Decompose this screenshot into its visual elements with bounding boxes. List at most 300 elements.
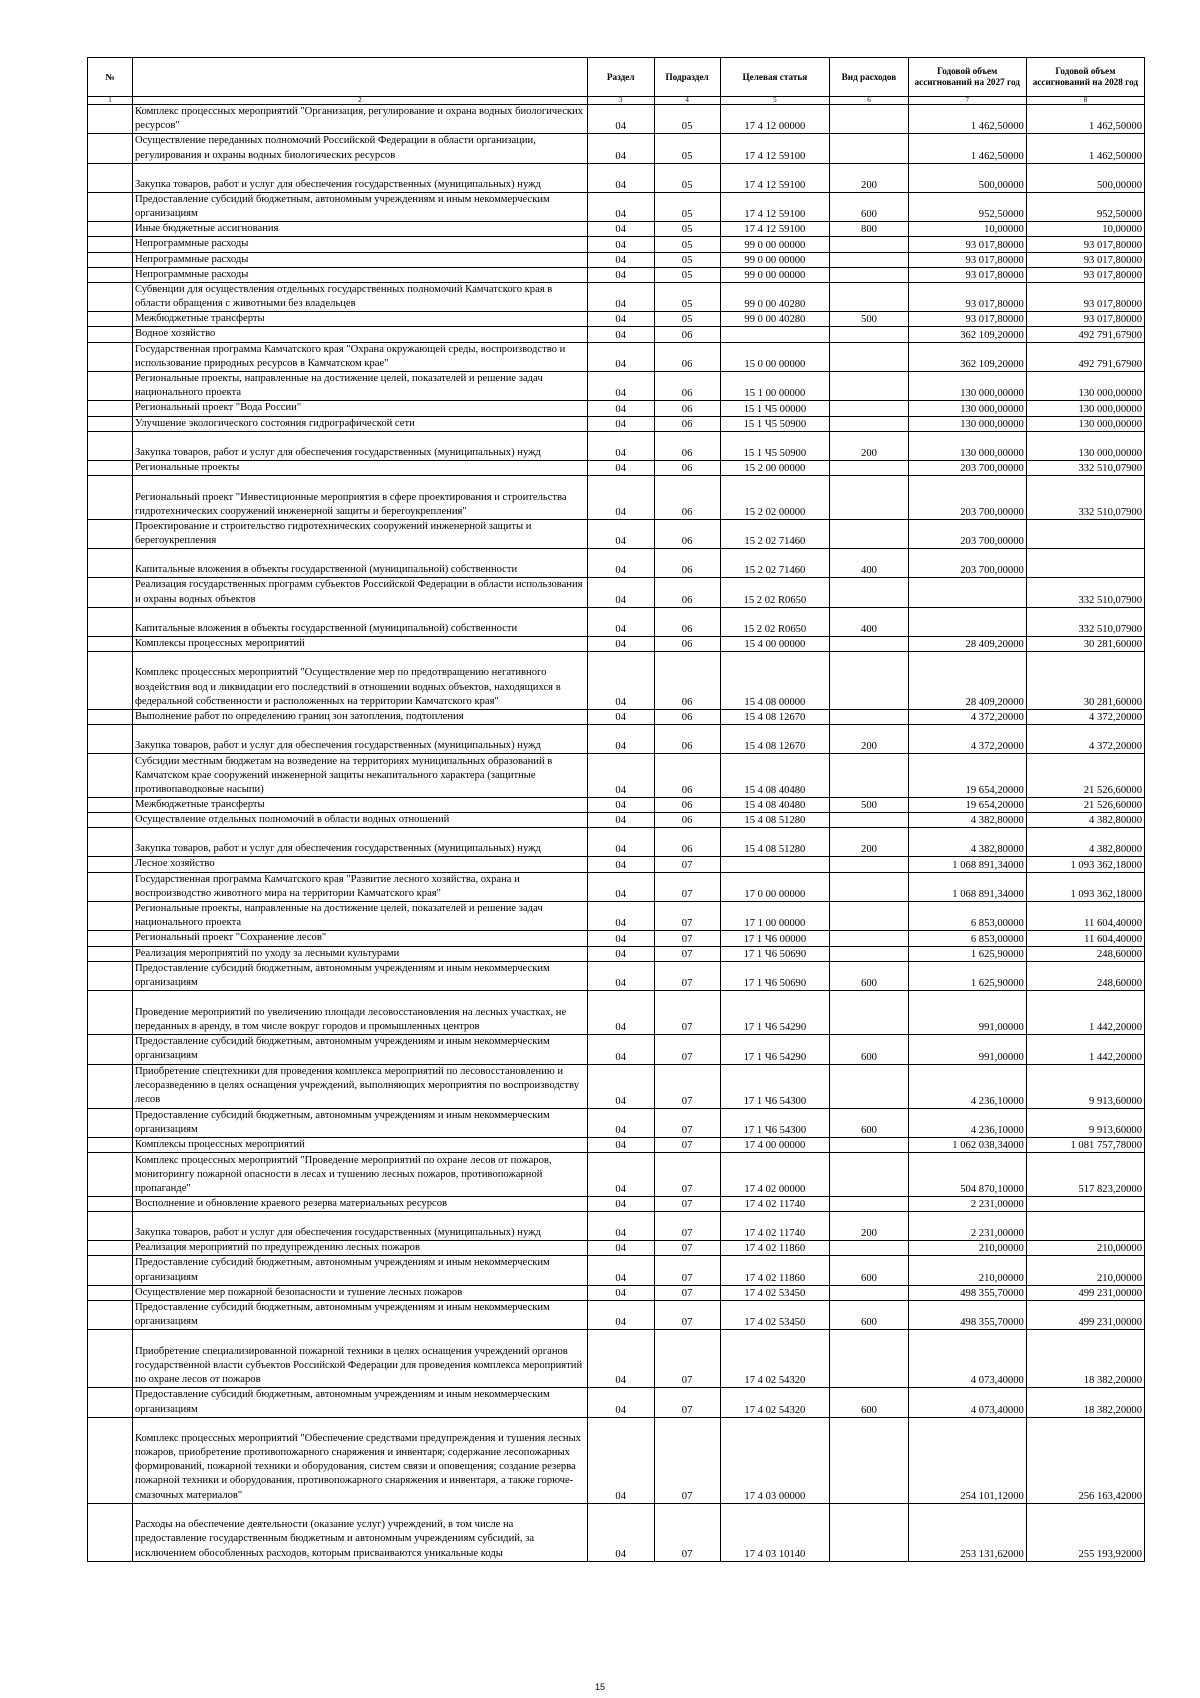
cell-name: Предоставление субсидий бюджетным, автономным учреждениям и иным некоммерческим организациям (132, 1108, 587, 1137)
cell-amount-2027: 4 372,20000 (908, 725, 1026, 754)
cell-subsection: 05 (654, 105, 720, 134)
cell-section: 04 (587, 813, 654, 828)
cell-expense-type (830, 1064, 908, 1108)
cell-section: 04 (587, 222, 654, 237)
cell-name: Комплекс процессных мероприятий "Организация, регулирование и охрана водных биологических ресурсов" (132, 105, 587, 134)
column-number: 7 (908, 97, 1026, 105)
cell-name: Межбюджетные трансферты (132, 312, 587, 327)
cell-number (88, 1035, 133, 1064)
cell-amount-2028: 21 526,60000 (1026, 798, 1144, 813)
cell-name: Комплекс процессных мероприятий "Обеспечение средствами предупреждения и тушения лесных пожаров, приобретение противопожарного снаряжения и инвентаря; содержание лесопожарных формирований, пожарной техники и оборудования, систем связи и оповещения; создание резерва пожарной техники и оборудования, противопожарного снаряжения и инвентаря, а также горюче-смазочных материалов" (132, 1417, 587, 1503)
cell-subsection: 05 (654, 237, 720, 252)
cell-number (88, 1330, 133, 1388)
cell-amount-2027: 362 109,20000 (908, 342, 1026, 371)
cell-section: 04 (587, 134, 654, 163)
cell-expense-type (830, 1417, 908, 1503)
cell-amount-2027 (908, 607, 1026, 636)
cell-section: 04 (587, 372, 654, 401)
cell-subsection: 06 (654, 431, 720, 460)
cell-number (88, 991, 133, 1035)
cell-amount-2028: 499 231,00000 (1026, 1285, 1144, 1300)
cell-expense-type (830, 401, 908, 416)
cell-name: Лесное хозяйство (132, 857, 587, 872)
cell-amount-2027: 4 382,80000 (908, 828, 1026, 857)
cell-target-article: 99 0 00 40280 (720, 282, 830, 311)
cell-amount-2027: 4 073,40000 (908, 1330, 1026, 1388)
cell-name: Региональный проект "Инвестиционные мероприятия в сфере проектирования и строительства гидротехнических сооружений инженерной защиты и берегоукрепления" (132, 475, 587, 519)
cell-amount-2028: 93 017,80000 (1026, 282, 1144, 311)
cell-amount-2027: 1 625,90000 (908, 946, 1026, 961)
cell-section: 04 (587, 725, 654, 754)
cell-section: 04 (587, 872, 654, 901)
cell-amount-2028: 492 791,67900 (1026, 342, 1144, 371)
table-row (88, 1137, 1145, 1152)
cell-target-article: 17 4 02 53450 (720, 1285, 830, 1300)
cell-amount-2027: 93 017,80000 (908, 237, 1026, 252)
cell-amount-2027: 203 700,00000 (908, 460, 1026, 475)
cell-subsection: 07 (654, 946, 720, 961)
cell-section: 04 (587, 651, 654, 709)
cell-target-article: 15 4 08 51280 (720, 813, 830, 828)
cell-amount-2027: 10,00000 (908, 222, 1026, 237)
table-row (88, 1301, 1145, 1330)
cell-amount-2027 (908, 578, 1026, 607)
cell-name: Предоставление субсидий бюджетным, автономным учреждениям и иным некоммерческим организациям (132, 192, 587, 221)
cell-name: Реализация мероприятий по предупреждению лесных пожаров (132, 1241, 587, 1256)
header-year-2028: Годовой объем ассигнований на 2028 год (1026, 58, 1144, 97)
cell-name: Иные бюджетные ассигнования (132, 222, 587, 237)
cell-target-article: 99 0 00 00000 (720, 267, 830, 282)
column-number: 2 (132, 97, 587, 105)
cell-subsection: 06 (654, 709, 720, 724)
cell-amount-2028: 11 604,40000 (1026, 931, 1144, 946)
cell-target-article: 15 1 Ч5 50900 (720, 431, 830, 460)
cell-amount-2028: 1 462,50000 (1026, 134, 1144, 163)
cell-section: 04 (587, 1064, 654, 1108)
cell-section: 04 (587, 192, 654, 221)
cell-amount-2028: 210,00000 (1026, 1256, 1144, 1285)
cell-amount-2028: 93 017,80000 (1026, 267, 1144, 282)
cell-amount-2028 (1026, 1197, 1144, 1212)
cell-target-article: 17 4 02 00000 (720, 1153, 830, 1197)
budget-table (87, 57, 1145, 1562)
cell-section: 04 (587, 342, 654, 371)
cell-target-article: 15 4 08 00000 (720, 651, 830, 709)
cell-number (88, 105, 133, 134)
cell-amount-2027: 93 017,80000 (908, 312, 1026, 327)
table-row (88, 475, 1145, 519)
header-subsection: Подраздел (654, 58, 720, 97)
cell-amount-2027: 19 654,20000 (908, 754, 1026, 798)
cell-expense-type (830, 857, 908, 872)
table-row (88, 828, 1145, 857)
cell-name: Приобретение спецтехники для проведения комплекса мероприятий по лесовосстановлению и лесоразведению в целях оснащения учреждений, выполняющих мероприятия по воспроизводству лесов (132, 1064, 587, 1108)
cell-number (88, 902, 133, 931)
cell-subsection: 06 (654, 372, 720, 401)
cell-name: Предоставление субсидий бюджетным, автономным учреждениям и иным некоммерческим организациям (132, 1256, 587, 1285)
cell-target-article: 15 2 02 R0650 (720, 607, 830, 636)
cell-subsection: 07 (654, 931, 720, 946)
cell-section: 04 (587, 401, 654, 416)
table-row (88, 519, 1145, 548)
cell-number (88, 282, 133, 311)
cell-amount-2028: 18 382,20000 (1026, 1330, 1144, 1388)
cell-section: 04 (587, 1301, 654, 1330)
cell-number (88, 1153, 133, 1197)
cell-subsection: 07 (654, 1285, 720, 1300)
table-row (88, 342, 1145, 371)
cell-amount-2028: 1 093 362,18000 (1026, 857, 1144, 872)
table-row (88, 1285, 1145, 1300)
cell-subsection: 06 (654, 578, 720, 607)
cell-target-article: 15 2 00 00000 (720, 460, 830, 475)
cell-expense-type: 400 (830, 549, 908, 578)
cell-target-article: 17 4 02 54320 (720, 1388, 830, 1417)
cell-expense-type (830, 1153, 908, 1197)
cell-expense-type (830, 475, 908, 519)
cell-section: 04 (587, 1330, 654, 1388)
cell-section: 04 (587, 282, 654, 311)
cell-amount-2028: 1 081 757,78000 (1026, 1137, 1144, 1152)
cell-name: Региональные проекты, направленные на достижение целей, показателей и решение задач национального проекта (132, 902, 587, 931)
cell-target-article: 15 4 08 12670 (720, 709, 830, 724)
cell-amount-2027: 1 068 891,34000 (908, 857, 1026, 872)
table-row (88, 813, 1145, 828)
cell-expense-type: 200 (830, 725, 908, 754)
cell-name: Закупка товаров, работ и услуг для обеспечения государственных (муниципальных) нужд (132, 828, 587, 857)
cell-expense-type (830, 902, 908, 931)
cell-amount-2028: 130 000,00000 (1026, 416, 1144, 431)
cell-name: Водное хозяйство (132, 327, 587, 342)
cell-amount-2028: 9 913,60000 (1026, 1108, 1144, 1137)
cell-target-article: 17 4 02 53450 (720, 1301, 830, 1330)
cell-expense-type (830, 1285, 908, 1300)
cell-subsection: 05 (654, 312, 720, 327)
column-number: 6 (830, 97, 908, 105)
cell-amount-2027: 93 017,80000 (908, 282, 1026, 311)
cell-amount-2028: 18 382,20000 (1026, 1388, 1144, 1417)
cell-target-article: 17 4 02 11740 (720, 1212, 830, 1241)
table-row (88, 857, 1145, 872)
cell-expense-type: 200 (830, 1212, 908, 1241)
cell-number (88, 857, 133, 872)
cell-section: 04 (587, 1285, 654, 1300)
cell-number (88, 828, 133, 857)
cell-target-article: 15 2 02 71460 (720, 549, 830, 578)
cell-expense-type: 600 (830, 1301, 908, 1330)
cell-amount-2027: 4 236,10000 (908, 1108, 1026, 1137)
cell-number (88, 813, 133, 828)
cell-amount-2028 (1026, 549, 1144, 578)
cell-amount-2027: 4 236,10000 (908, 1064, 1026, 1108)
cell-target-article: 99 0 00 00000 (720, 237, 830, 252)
cell-amount-2028: 500,00000 (1026, 163, 1144, 192)
cell-subsection: 07 (654, 1197, 720, 1212)
cell-name: Осуществление мер пожарной безопасности и тушение лесных пожаров (132, 1285, 587, 1300)
cell-name: Предоставление субсидий бюджетным, автономным учреждениям и иным некоммерческим организациям (132, 1035, 587, 1064)
table-header-row (88, 58, 1145, 97)
cell-name: Проведение мероприятий по увеличению площади лесовосстановления на лесных участках, не переданных в аренду, в том числе вокруг городов и промышленных центров (132, 991, 587, 1035)
cell-number (88, 475, 133, 519)
cell-number (88, 237, 133, 252)
cell-name: Закупка товаров, работ и услуг для обеспечения государственных (муниципальных) нужд (132, 725, 587, 754)
cell-subsection: 06 (654, 475, 720, 519)
cell-name: Комплексы процессных мероприятий (132, 636, 587, 651)
cell-amount-2028: 4 372,20000 (1026, 709, 1144, 724)
cell-target-article: 15 1 00 00000 (720, 372, 830, 401)
cell-expense-type (830, 578, 908, 607)
cell-number (88, 754, 133, 798)
cell-amount-2027: 130 000,00000 (908, 416, 1026, 431)
cell-amount-2027: 498 355,70000 (908, 1285, 1026, 1300)
cell-expense-type (830, 651, 908, 709)
table-row (88, 578, 1145, 607)
cell-number (88, 1108, 133, 1137)
cell-number (88, 651, 133, 709)
cell-expense-type (830, 1197, 908, 1212)
cell-amount-2028: 1 462,50000 (1026, 105, 1144, 134)
cell-subsection: 06 (654, 754, 720, 798)
cell-section: 04 (587, 798, 654, 813)
cell-amount-2028: 93 017,80000 (1026, 252, 1144, 267)
column-number: 1 (88, 97, 133, 105)
cell-number (88, 134, 133, 163)
table-row (88, 946, 1145, 961)
cell-expense-type: 800 (830, 222, 908, 237)
cell-section: 04 (587, 475, 654, 519)
cell-amount-2027: 6 853,00000 (908, 902, 1026, 931)
table-row (88, 798, 1145, 813)
cell-number (88, 961, 133, 990)
cell-amount-2027: 1 462,50000 (908, 105, 1026, 134)
cell-section: 04 (587, 252, 654, 267)
cell-amount-2028: 499 231,00000 (1026, 1301, 1144, 1330)
cell-amount-2027: 253 131,62000 (908, 1503, 1026, 1561)
cell-amount-2027: 130 000,00000 (908, 431, 1026, 460)
cell-section: 04 (587, 431, 654, 460)
table-row (88, 1330, 1145, 1388)
cell-subsection: 07 (654, 1417, 720, 1503)
cell-number (88, 578, 133, 607)
cell-expense-type (830, 636, 908, 651)
cell-name: Приобретение специализированной пожарной техники в целях оснащения учреждений органов государственной власти субъектов Российской Федерации для проведения комплекса мероприятий по охране лесов от пожаров (132, 1330, 587, 1388)
cell-section: 04 (587, 946, 654, 961)
table-row (88, 1241, 1145, 1256)
cell-number (88, 1417, 133, 1503)
cell-subsection: 07 (654, 1108, 720, 1137)
cell-name: Реализация мероприятий по уходу за лесными культурами (132, 946, 587, 961)
cell-amount-2027: 6 853,00000 (908, 931, 1026, 946)
cell-number (88, 252, 133, 267)
cell-subsection: 07 (654, 1330, 720, 1388)
cell-expense-type (830, 372, 908, 401)
cell-name: Комплекс процессных мероприятий "Осуществление мер по предотвращению негативного воздействия вод и ликвидации его последствий в отношении водных объектов, находящихся в федеральной собственности и расположенных на территории Камчатского края" (132, 651, 587, 709)
cell-number (88, 709, 133, 724)
cell-amount-2028: 93 017,80000 (1026, 312, 1144, 327)
cell-name: Улучшение экологического состояния гидрографической сети (132, 416, 587, 431)
header-section: Раздел (587, 58, 654, 97)
cell-expense-type (830, 1241, 908, 1256)
cell-amount-2027: 28 409,20000 (908, 651, 1026, 709)
cell-number (88, 607, 133, 636)
cell-section: 04 (587, 578, 654, 607)
cell-expense-type: 600 (830, 1108, 908, 1137)
cell-number (88, 1256, 133, 1285)
cell-section: 04 (587, 991, 654, 1035)
cell-expense-type (830, 1137, 908, 1152)
cell-expense-type (830, 460, 908, 475)
cell-target-article: 17 4 12 00000 (720, 105, 830, 134)
header-expense-type: Вид расходов (830, 58, 908, 97)
cell-subsection: 07 (654, 1137, 720, 1152)
cell-name: Комплексы процессных мероприятий (132, 1137, 587, 1152)
table-row (88, 237, 1145, 252)
column-number: 4 (654, 97, 720, 105)
table-row (88, 163, 1145, 192)
table-row (88, 372, 1145, 401)
cell-amount-2028: 4 372,20000 (1026, 725, 1144, 754)
table-row (88, 549, 1145, 578)
cell-subsection: 05 (654, 192, 720, 221)
table-row (88, 460, 1145, 475)
cell-section: 04 (587, 327, 654, 342)
cell-section: 04 (587, 902, 654, 931)
table-row (88, 754, 1145, 798)
cell-amount-2027: 500,00000 (908, 163, 1026, 192)
table-row (88, 222, 1145, 237)
cell-number (88, 1212, 133, 1241)
cell-number (88, 872, 133, 901)
cell-expense-type (830, 813, 908, 828)
cell-name: Реализация государственных программ субъектов Российской Федерации в области использования и охраны водных объектов (132, 578, 587, 607)
cell-amount-2027: 130 000,00000 (908, 401, 1026, 416)
cell-target-article: 15 4 00 00000 (720, 636, 830, 651)
table-row (88, 1212, 1145, 1241)
page-number: 15 (594, 1682, 605, 1692)
cell-number (88, 725, 133, 754)
table-row (88, 872, 1145, 901)
cell-expense-type: 600 (830, 961, 908, 990)
cell-section: 04 (587, 857, 654, 872)
cell-subsection: 05 (654, 163, 720, 192)
cell-subsection: 06 (654, 636, 720, 651)
cell-section: 04 (587, 1153, 654, 1197)
cell-expense-type (830, 342, 908, 371)
cell-amount-2028: 256 163,42000 (1026, 1417, 1144, 1503)
cell-name: Межбюджетные трансферты (132, 798, 587, 813)
cell-amount-2028: 248,60000 (1026, 946, 1144, 961)
table-row (88, 416, 1145, 431)
cell-amount-2027: 1 068 891,34000 (908, 872, 1026, 901)
cell-amount-2028: 4 382,80000 (1026, 813, 1144, 828)
column-number: 8 (1026, 97, 1144, 105)
cell-section: 04 (587, 1108, 654, 1137)
cell-subsection: 06 (654, 725, 720, 754)
cell-amount-2027: 4 382,80000 (908, 813, 1026, 828)
cell-target-article: 15 0 00 00000 (720, 342, 830, 371)
cell-amount-2027: 254 101,12000 (908, 1417, 1026, 1503)
cell-amount-2027: 203 700,00000 (908, 475, 1026, 519)
cell-amount-2027: 2 231,00000 (908, 1197, 1026, 1212)
table-row (88, 1503, 1145, 1561)
cell-target-article: 17 4 12 59100 (720, 222, 830, 237)
cell-amount-2027: 1 625,90000 (908, 961, 1026, 990)
cell-expense-type (830, 416, 908, 431)
cell-subsection: 05 (654, 134, 720, 163)
cell-expense-type: 600 (830, 1035, 908, 1064)
cell-section: 04 (587, 607, 654, 636)
cell-section: 04 (587, 519, 654, 548)
cell-amount-2027: 93 017,80000 (908, 267, 1026, 282)
cell-number (88, 1285, 133, 1300)
cell-amount-2027: 203 700,00000 (908, 549, 1026, 578)
cell-target-article: 99 0 00 40280 (720, 312, 830, 327)
cell-amount-2027: 19 654,20000 (908, 798, 1026, 813)
cell-section: 04 (587, 1388, 654, 1417)
cell-expense-type: 600 (830, 1256, 908, 1285)
cell-expense-type: 600 (830, 192, 908, 221)
cell-subsection: 05 (654, 252, 720, 267)
cell-amount-2027: 498 355,70000 (908, 1301, 1026, 1330)
cell-expense-type (830, 105, 908, 134)
cell-number (88, 163, 133, 192)
cell-target-article: 17 1 Ч6 54300 (720, 1108, 830, 1137)
cell-name: Региональные проекты, направленные на достижение целей, показателей и решение задач национального проекта (132, 372, 587, 401)
cell-expense-type (830, 519, 908, 548)
cell-subsection: 07 (654, 1153, 720, 1197)
cell-expense-type (830, 134, 908, 163)
cell-expense-type (830, 1503, 908, 1561)
cell-amount-2028: 4 382,80000 (1026, 828, 1144, 857)
cell-target-article: 17 4 02 11740 (720, 1197, 830, 1212)
cell-target-article: 17 1 Ч6 00000 (720, 931, 830, 946)
cell-subsection: 07 (654, 1035, 720, 1064)
cell-number (88, 636, 133, 651)
cell-name: Предоставление субсидий бюджетным, автономным учреждениям и иным некоммерческим организациям (132, 1388, 587, 1417)
header-name (132, 58, 587, 97)
cell-amount-2027: 130 000,00000 (908, 372, 1026, 401)
column-number: 3 (587, 97, 654, 105)
cell-amount-2028: 11 604,40000 (1026, 902, 1144, 931)
cell-subsection: 07 (654, 902, 720, 931)
cell-subsection: 07 (654, 1241, 720, 1256)
header-year-2027: Годовой объем ассигнований на 2027 год (908, 58, 1026, 97)
table-row (88, 902, 1145, 931)
cell-subsection: 05 (654, 282, 720, 311)
cell-amount-2028: 1 093 362,18000 (1026, 872, 1144, 901)
cell-subsection: 06 (654, 519, 720, 548)
cell-expense-type (830, 991, 908, 1035)
cell-name: Непрограммные расходы (132, 267, 587, 282)
table-row (88, 282, 1145, 311)
cell-target-article: 17 4 12 59100 (720, 192, 830, 221)
table-row (88, 1417, 1145, 1503)
cell-amount-2028: 30 281,60000 (1026, 636, 1144, 651)
table-row (88, 607, 1145, 636)
cell-target-article: 17 4 12 59100 (720, 163, 830, 192)
cell-subsection: 06 (654, 798, 720, 813)
cell-section: 04 (587, 1256, 654, 1285)
cell-amount-2027: 362 109,20000 (908, 327, 1026, 342)
cell-target-article: 15 1 Ч5 00000 (720, 401, 830, 416)
table-row (88, 252, 1145, 267)
table-body (88, 105, 1145, 1562)
cell-amount-2028: 952,50000 (1026, 192, 1144, 221)
cell-target-article (720, 327, 830, 342)
cell-target-article: 17 4 02 11860 (720, 1256, 830, 1285)
cell-name: Предоставление субсидий бюджетным, автономным учреждениям и иным некоммерческим организациям (132, 1301, 587, 1330)
cell-name: Непрограммные расходы (132, 237, 587, 252)
